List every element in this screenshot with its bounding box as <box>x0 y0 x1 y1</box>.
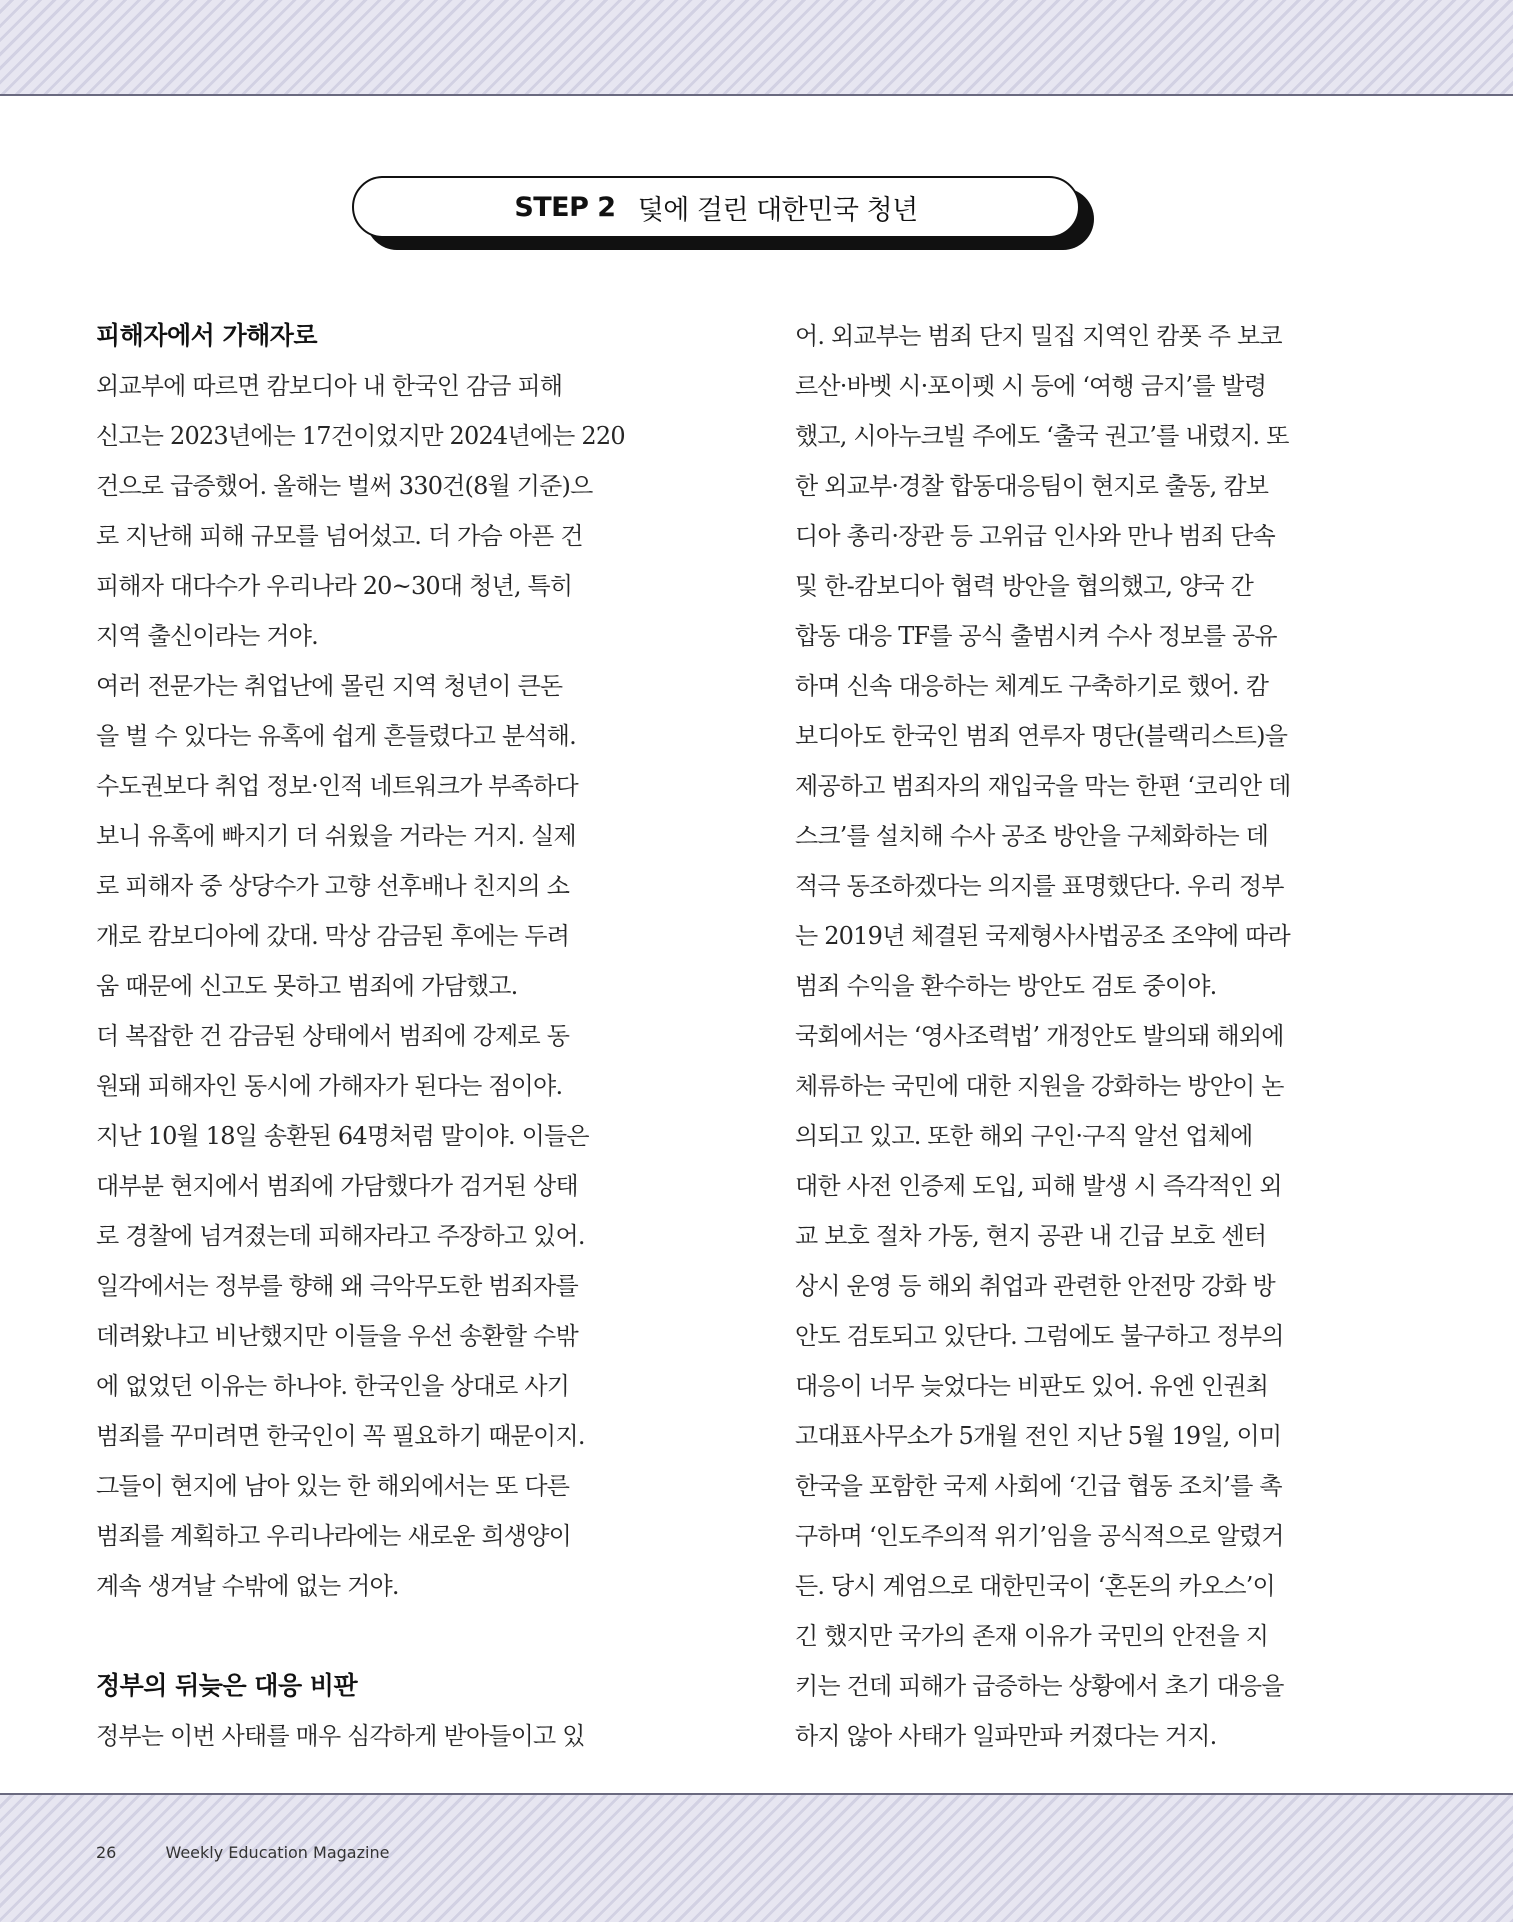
step-label: STEP 2 <box>514 191 616 223</box>
text-line: 키는 건데 피해가 급증하는 상황에서 초기 대응을 <box>795 1672 1284 1700</box>
text-line: 원돼 피해자인 동시에 가해자가 된다는 점이야. <box>96 1072 563 1100</box>
text-line: 더 복잡한 건 감금된 상태에서 범죄에 강제로 동 <box>96 1022 570 1050</box>
paragraph-gap <box>96 1611 656 1661</box>
text-line: 긴 했지만 국가의 존재 이유가 국민의 안전을 지 <box>795 1622 1269 1650</box>
text-line: 구하며 ‘인도주의적 위기’임을 공식적으로 알렸거 <box>795 1522 1284 1550</box>
text-line: 합동 대응 TF를 공식 출범시켜 수사 정보를 공유 <box>795 622 1277 650</box>
text-line: 체류하는 국민에 대한 지원을 강화하는 방안이 논 <box>795 1072 1284 1100</box>
text-line: 고대표사무소가 5개월 전인 지난 5월 19일, 이미 <box>795 1422 1282 1450</box>
step-title: 덫에 걸린 대한민국 청년 <box>637 194 918 226</box>
text-line: 개로 캄보디아에 갔대. 막상 감금된 후에는 두려 <box>96 922 570 950</box>
text-line: 범죄를 꾸미려면 한국인이 꼭 필요하기 때문이지. <box>96 1422 585 1450</box>
publication-name: Weekly Education Magazine <box>165 1843 390 1862</box>
text-line: 신고는 2023년에는 17건이었지만 2024년에는 220 <box>96 422 625 450</box>
text-line: 제공하고 범죄자의 재입국을 막는 한편 ‘코리안 데 <box>795 772 1291 800</box>
text-line: 대부분 현지에서 범죄에 가담했다가 검거된 상태 <box>96 1172 578 1200</box>
text-line: 지역 출신이라는 거야. <box>96 622 318 650</box>
text-line: 안도 검토되고 있단다. 그럼에도 불구하고 정부의 <box>795 1322 1284 1350</box>
text-line: 적극 동조하겠다는 의지를 표명했단다. 우리 정부 <box>795 872 1284 900</box>
text-line: 외교부에 따르면 캄보디아 내 한국인 감금 피해 <box>96 372 563 400</box>
text-line: 범죄 수익을 환수하는 방안도 검토 중이야. <box>795 972 1217 1000</box>
text-line: 한국을 포함한 국제 사회에 ‘긴급 협동 조치’를 촉 <box>795 1472 1282 1500</box>
page-footer <box>96 1843 389 1862</box>
text-line: 수도권보다 취업 정보·인적 네트워크가 부족하다 <box>96 772 578 800</box>
left-column <box>96 311 656 1761</box>
text-line: 디아 총리·장관 등 고위급 인사와 만나 범죄 단속 <box>795 522 1275 550</box>
text-line: 그들이 현지에 남아 있는 한 해외에서는 또 다른 <box>96 1472 570 1500</box>
text-line: 로 경찰에 넘겨졌는데 피해자라고 주장하고 있어. <box>96 1222 585 1250</box>
text-line: 계속 생겨날 수밖에 없는 거야. <box>96 1572 399 1600</box>
text-line: 든. 당시 계엄으로 대한민국이 ‘혼돈의 카오스’이 <box>795 1572 1275 1600</box>
text-line: 대한 사전 인증제 도입, 피해 발생 시 즉각적인 외 <box>795 1172 1282 1200</box>
page-number: 26 <box>96 1843 117 1862</box>
text-line: 의되고 있고. 또한 해외 구인·구직 알선 업체에 <box>795 1122 1253 1150</box>
section-heading: 피해자에서 가해자로 <box>96 321 318 350</box>
text-line: 보니 유혹에 빠지기 더 쉬웠을 거라는 거지. 실제 <box>96 822 576 850</box>
text-line: 어. 외교부는 범죄 단지 밀집 지역인 캄폿 주 보코 <box>795 322 1282 350</box>
text-line: 스크’를 설치해 수사 공조 방안을 구체화하는 데 <box>795 822 1269 850</box>
text-line: 에 없었던 이유는 하나야. 한국인을 상대로 사기 <box>96 1372 570 1400</box>
text-line: 로 피해자 중 상당수가 고향 선후배나 친지의 소 <box>96 872 570 900</box>
text-line: 정부는 이번 사태를 매우 심각하게 받아들이고 있 <box>96 1722 585 1750</box>
text-line: 여러 전문가는 취업난에 몰린 지역 청년이 큰돈 <box>96 672 563 700</box>
text-line: 을 벌 수 있다는 유혹에 쉽게 흔들렸다고 분석해. <box>96 722 576 750</box>
text-line: 하며 신속 대응하는 체계도 구축하기로 했어. 캄 <box>795 672 1269 700</box>
text-line: 일각에서는 정부를 향해 왜 극악무도한 범죄자를 <box>96 1272 578 1300</box>
text-line: 및 한-캄보디아 협력 방안을 협의했고, 양국 간 <box>795 572 1254 600</box>
text-line: 하지 않아 사태가 일파만파 커졌다는 거지. <box>795 1722 1217 1750</box>
text-line: 상시 운영 등 해외 취업과 관련한 안전망 강화 방 <box>795 1272 1275 1300</box>
text-line: 데려왔냐고 비난했지만 이들을 우선 송환할 수밖 <box>96 1322 578 1350</box>
text-line: 건으로 급증했어. 올해는 벌써 330건(8월 기준)으 <box>96 472 593 500</box>
text-line: 로 지난해 피해 규모를 넘어섰고. 더 가슴 아픈 건 <box>96 522 583 550</box>
text-line: 한 외교부·경찰 합동대응팀이 현지로 출동, 캄보 <box>795 472 1269 500</box>
text-line: 움 때문에 신고도 못하고 범죄에 가담했고. <box>96 972 518 1000</box>
text-line: 했고, 시아누크빌 주에도 ‘출국 권고’를 내렸지. 또 <box>795 422 1289 450</box>
text-line: 국회에서는 ‘영사조력법’ 개정안도 발의돼 해외에 <box>795 1022 1284 1050</box>
text-line: 피해자 대다수가 우리나라 20~30대 청년, 특히 <box>96 572 573 600</box>
text-line: 르산·바벳 시·포이펫 시 등에 ‘여행 금지’를 발령 <box>795 372 1267 400</box>
text-line: 교 보호 절차 가동, 현지 공관 내 긴급 보호 센터 <box>795 1222 1267 1250</box>
section-heading: 정부의 뒤늦은 대응 비판 <box>96 1671 358 1700</box>
step-banner <box>352 176 1080 238</box>
text-line: 보디아도 한국인 범죄 연루자 명단(블랙리스트)을 <box>795 722 1288 750</box>
text-line: 는 2019년 체결된 국제형사사법공조 조약에 따라 <box>795 922 1290 950</box>
top-stripe-band <box>0 0 1513 96</box>
text-line: 범죄를 계획하고 우리나라에는 새로운 희생양이 <box>96 1522 571 1550</box>
right-column <box>795 311 1355 1761</box>
text-line: 지난 10월 18일 송환된 64명처럼 말이야. 이들은 <box>96 1122 589 1150</box>
text-line: 대응이 너무 늦었다는 비판도 있어. 유엔 인권최 <box>795 1372 1269 1400</box>
